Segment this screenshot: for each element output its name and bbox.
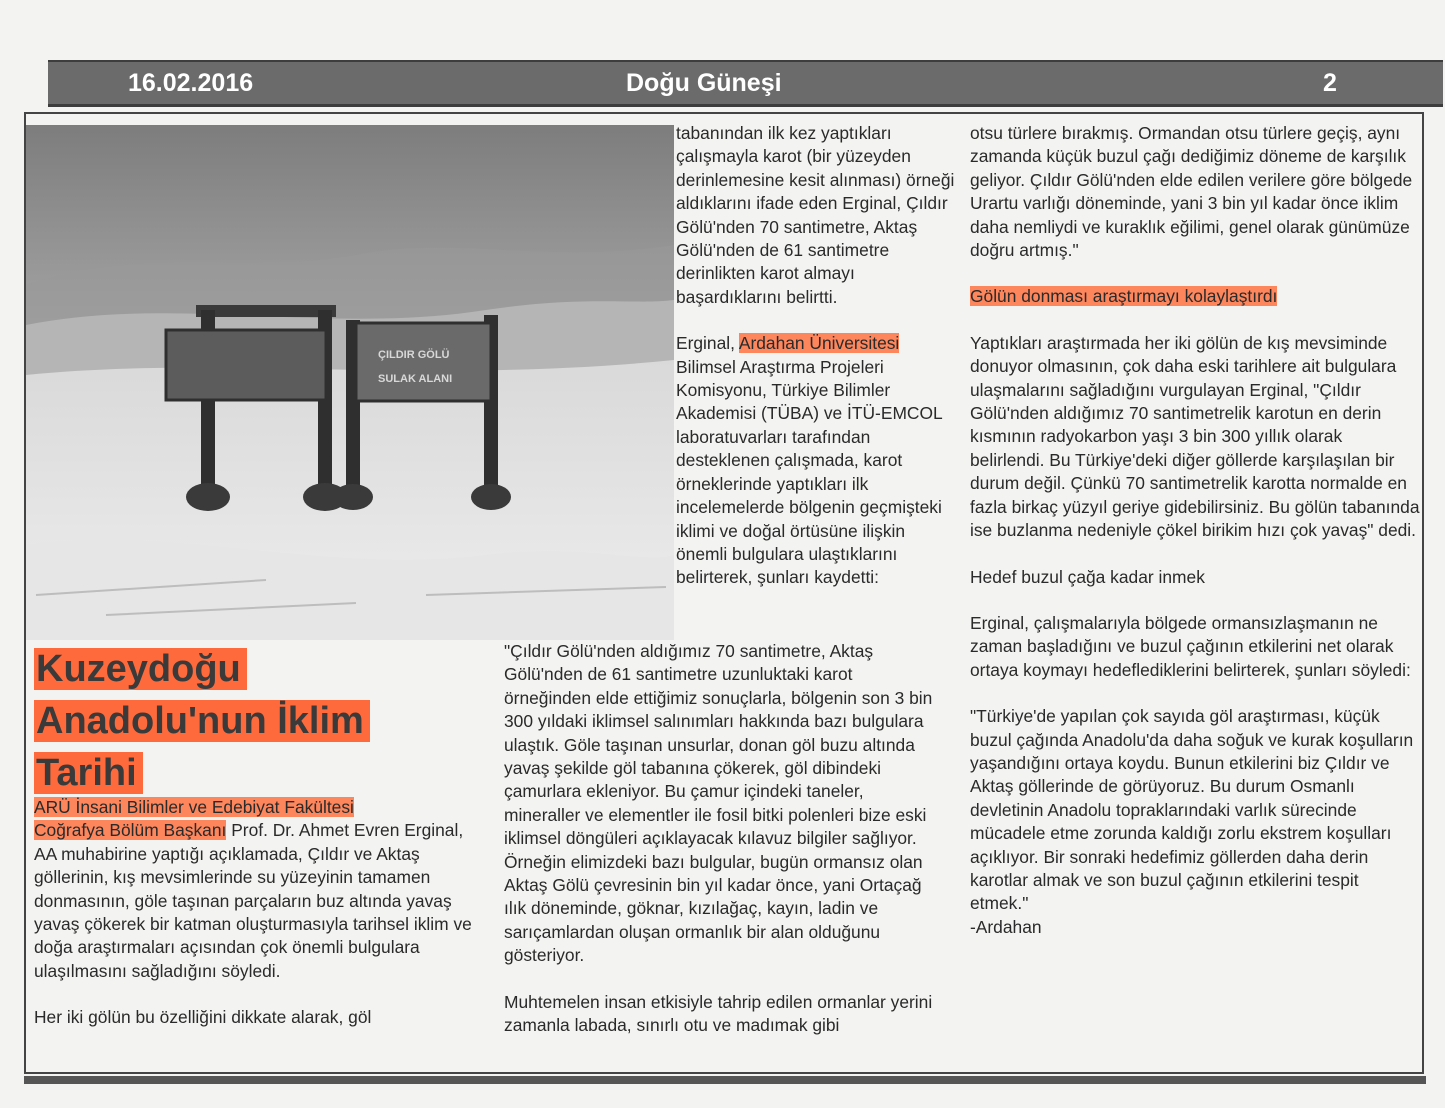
issue-date: 16.02.2016 — [128, 69, 254, 97]
newspaper-header-bar — [48, 60, 1443, 107]
article-column-2-bottom — [504, 640, 944, 1061]
paragraph-lead: Erginal, — [676, 333, 739, 354]
paragraph — [970, 705, 1420, 939]
article-photo — [26, 125, 674, 640]
article-column-1 — [34, 796, 484, 1053]
sign-text-line1: ÇILDIR GÖLÜ — [378, 349, 450, 361]
highlight-faculty: ARÜ İnsani Bilimler ve Edebiyat Fakültesi — [34, 797, 354, 817]
paragraph: Yaptıkları araştırmada her iki gölün de kış mevsiminde donuyor olmasının, çok daha eski tarihlere ait bulgulara ulaşmalarını sağladığını vurgulayan Erginal, "Çıldır Gölü'nden aldığımız 70 santimetrelik karotun en derin kısmının radyokarbon yaşı 3 bin 300 yıllık olarak belirlendi. Bu Türkiye'deki diğer göllerde karşılaşılan bir durum değil. Çünkü 70 santimetrelik karotta normalde en fazla birkaç yüzyıl geriye gidebilirsiniz. Bu gölün tabanında ise buzlanma nedeniyle çökel birikim hızı çok yavaş" dedi. — [970, 332, 1420, 541]
article-column-2-top — [676, 122, 961, 613]
section-subhead — [970, 285, 1420, 308]
paragraph-text: Bilimsel Araştırma Projeleri Komisyonu, Türkiye Bilimler Akademisi (TÜBA) ve İTÜ-EMCOL laboratuvarları tarafından desteklenen çalışmada, karot örneklerinde yaptıkları ilk incelemelerde bölgenin geçmişteki iklimi ve doğal örtüsüne ilişkin önemli bulgulara ulaştıklarını belirterek, şunları kaydetti: — [676, 356, 943, 588]
newspaper-name: Doğu Güneşi — [626, 69, 782, 97]
highlight-university: Ardahan Üniversitesi — [738, 333, 900, 354]
sign-text-line2: SULAK ALANI — [378, 373, 453, 385]
paragraph: Her iki gölün bu özelliğini dikkate alarak, göl — [34, 1007, 372, 1028]
page-number: 2 — [1323, 69, 1337, 97]
headline-line2: Anadolu'nun İklim — [34, 700, 370, 742]
bottom-rule — [24, 1076, 1426, 1084]
paragraph: Muhtemelen insan etkisiyle tahrip edilen ormanlar yerini zamanla labada, sınırlı otu ve madımak gibi — [504, 991, 933, 1036]
paragraph: tabanından ilk kez yaptıkları çalışmayla karot (bir yüzeyden derinlemesine kesit alınması) örneği aldıklarını ifade eden Erginal, Çıldır Gölü'nden 70 santimetre, Aktaş Gölü'nden de 61 santimetre derinlikten karot almayı başardıklarını belirtti. — [676, 123, 955, 307]
highlight-department: Coğrafya Bölüm Başkanı — [34, 820, 227, 841]
paragraph — [676, 332, 961, 589]
section-subhead-plain: Hedef buzul çağa kadar inmek — [970, 566, 1205, 587]
article-headline — [34, 643, 484, 799]
paragraph: otsu türlere bırakmış. Ormandan otsu türlere geçiş, aynı zamanda küçük buzul çağı dediğimiz döneme de karşılık geliyor. Çıldır Gölü'nden elde edilen verilere göre bölgede Urartu varlığı döneminde, yani 3 bin yıl kadar önce iklim daha nemliydi ve kuraklık eğilimi, genel olarak günümüze doğru artmış." — [970, 123, 1413, 261]
paragraph: Erginal, çalışmalarıyla bölgede ormansızlaşmanın ne zaman başladığını ve buzul çağının etkilerini net olarak ortaya koymayı hedeflediklerini belirterek, şunları söyledi: — [970, 612, 1411, 680]
intro-paragraph — [34, 796, 484, 983]
article-column-3 — [970, 122, 1420, 939]
paragraph: "Çıldır Gölü'nden aldığımız 70 santimetre, Aktaş Gölü'nden de 61 santimetre uzunluktaki karot örneğinden elde ettiğimiz sonuçlarla, bölgenin son 3 bin 300 yıldaki iklimsel salınımları hakkında bazı bulgulara ulaştık. Göle taşınan unsurlar, donan göl buzu altında yavaş şekilde göl tabanına çökerek, göl dibindeki çamurlara ekleniyor. Bu çamur içindeki taneler, mineraller ve elementler ile fosil bitki polenleri bize eski iklimsel döngüleri açıklayacak kılavuz bilgiler sağlıyor. Örneğin elimizdeki bazı bulgular, bugün ormansız olan Aktaş Gölü çevresinin bin yıl kadar önce, yani Ortaçağ ılık döneminde, göknar, kızılağaç, kayın, ladin ve sarıçamlardan oluşan ormanlık bir alan olduğunu gösteriyor. — [504, 641, 933, 966]
intro-text: Prof. Dr. Ahmet Evren Erginal, AA muhabirine yaptığı açıklamada, Çıldır ve Aktaş göllerinin, kış mevsimlerinde su yüzeyinin tamamen donmasının, göle taşınan parçaların buz altında yavaş yavaş çökerek bir katman oluşturmasıyla tarihsel iklim ve doğa araştırmaları açısından çok önemli bulgulara ulaşılmasını sağladığını söyledi. — [34, 820, 472, 981]
headline-line3: Tarihi — [34, 752, 143, 794]
subhead-lake-freezing: Gölün donması araştırmayı kolaylaştırdı — [970, 286, 1278, 307]
quote-text: "Türkiye'de yapılan çok sayıda göl araştırması, küçük buzul çağında Anadolu'da daha soğuk ve kurak koşulların yaşandığını ortaya koydu. Bunun etkilerini biz Çıldır ve Aktaş göllerinde de görüyoruz. Bu durum Osmanlı devletinin Anadolu topraklarındaki varlık sürecinde mücadele etme zorunda kaldığı zorlu ekstrem koşulları açıklıyor. Bir sonraki hedefimiz göllerden daha derin karotlar almak ve son buzul çağının etkilerini tespit etmek." — [970, 706, 1414, 914]
signoff: -Ardahan — [970, 916, 1042, 937]
headline-line1: Kuzeydoğu — [34, 648, 247, 690]
